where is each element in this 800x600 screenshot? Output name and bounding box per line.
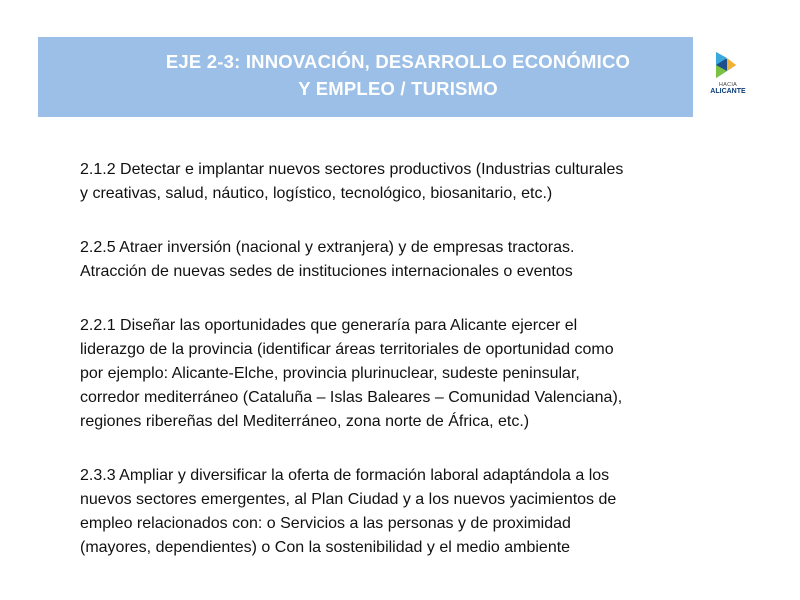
- slide-title-line-1: EJE 2-3: INNOVACIÓN, DESARROLLO ECONÓMICO: [165, 51, 631, 72]
- list-item: 2.3.3 Ampliar y diversificar la oferta de formación laboral adaptándola a los nuevos sectores emergentes, al Plan Ciudad y a los nuevos yacimientos de empleo relacionados con: o Servicios a las personas y de proximidad (mayores, dependientes) o Con la sostenibilidad y el medio ambiente: [80, 467, 617, 556]
- content-list: [80, 158, 740, 583]
- hacia-alicante-logo-icon: [713, 50, 739, 80]
- list-item: 2.1.2 Detectar e implantar nuevos sectores productivos (Industrias culturales y creativas, salud, náutico, logístico, tecnológico, biosanitario, etc.): [80, 161, 624, 202]
- list-item: 2.2.1 Diseñar las oportunidades que generaría para Alicante ejercer el liderazgo de la provincia (identificar áreas territoriales de oportunidad como por ejemplo: Alicante-Elche, provincia plurinuclear, sudeste peninsular, corredor mediterráneo (Cataluña – Islas Baleares – Comunidad Valenciana), regiones ribereñas del Mediterráneo, zona norte de África, etc.): [80, 317, 623, 430]
- logo-small-text: HACIA: [718, 82, 738, 88]
- list-item: 2.2.5 Atraer inversión (nacional y extranjera) y de empresas tractoras. Atracción de nuevas sedes de instituciones internacionales o eventos: [80, 239, 575, 280]
- slide-title-line-2: Y EMPLEO / TURISMO: [298, 78, 498, 99]
- logo-name: ALICANTE: [710, 88, 746, 95]
- slide-title: [38, 48, 758, 102]
